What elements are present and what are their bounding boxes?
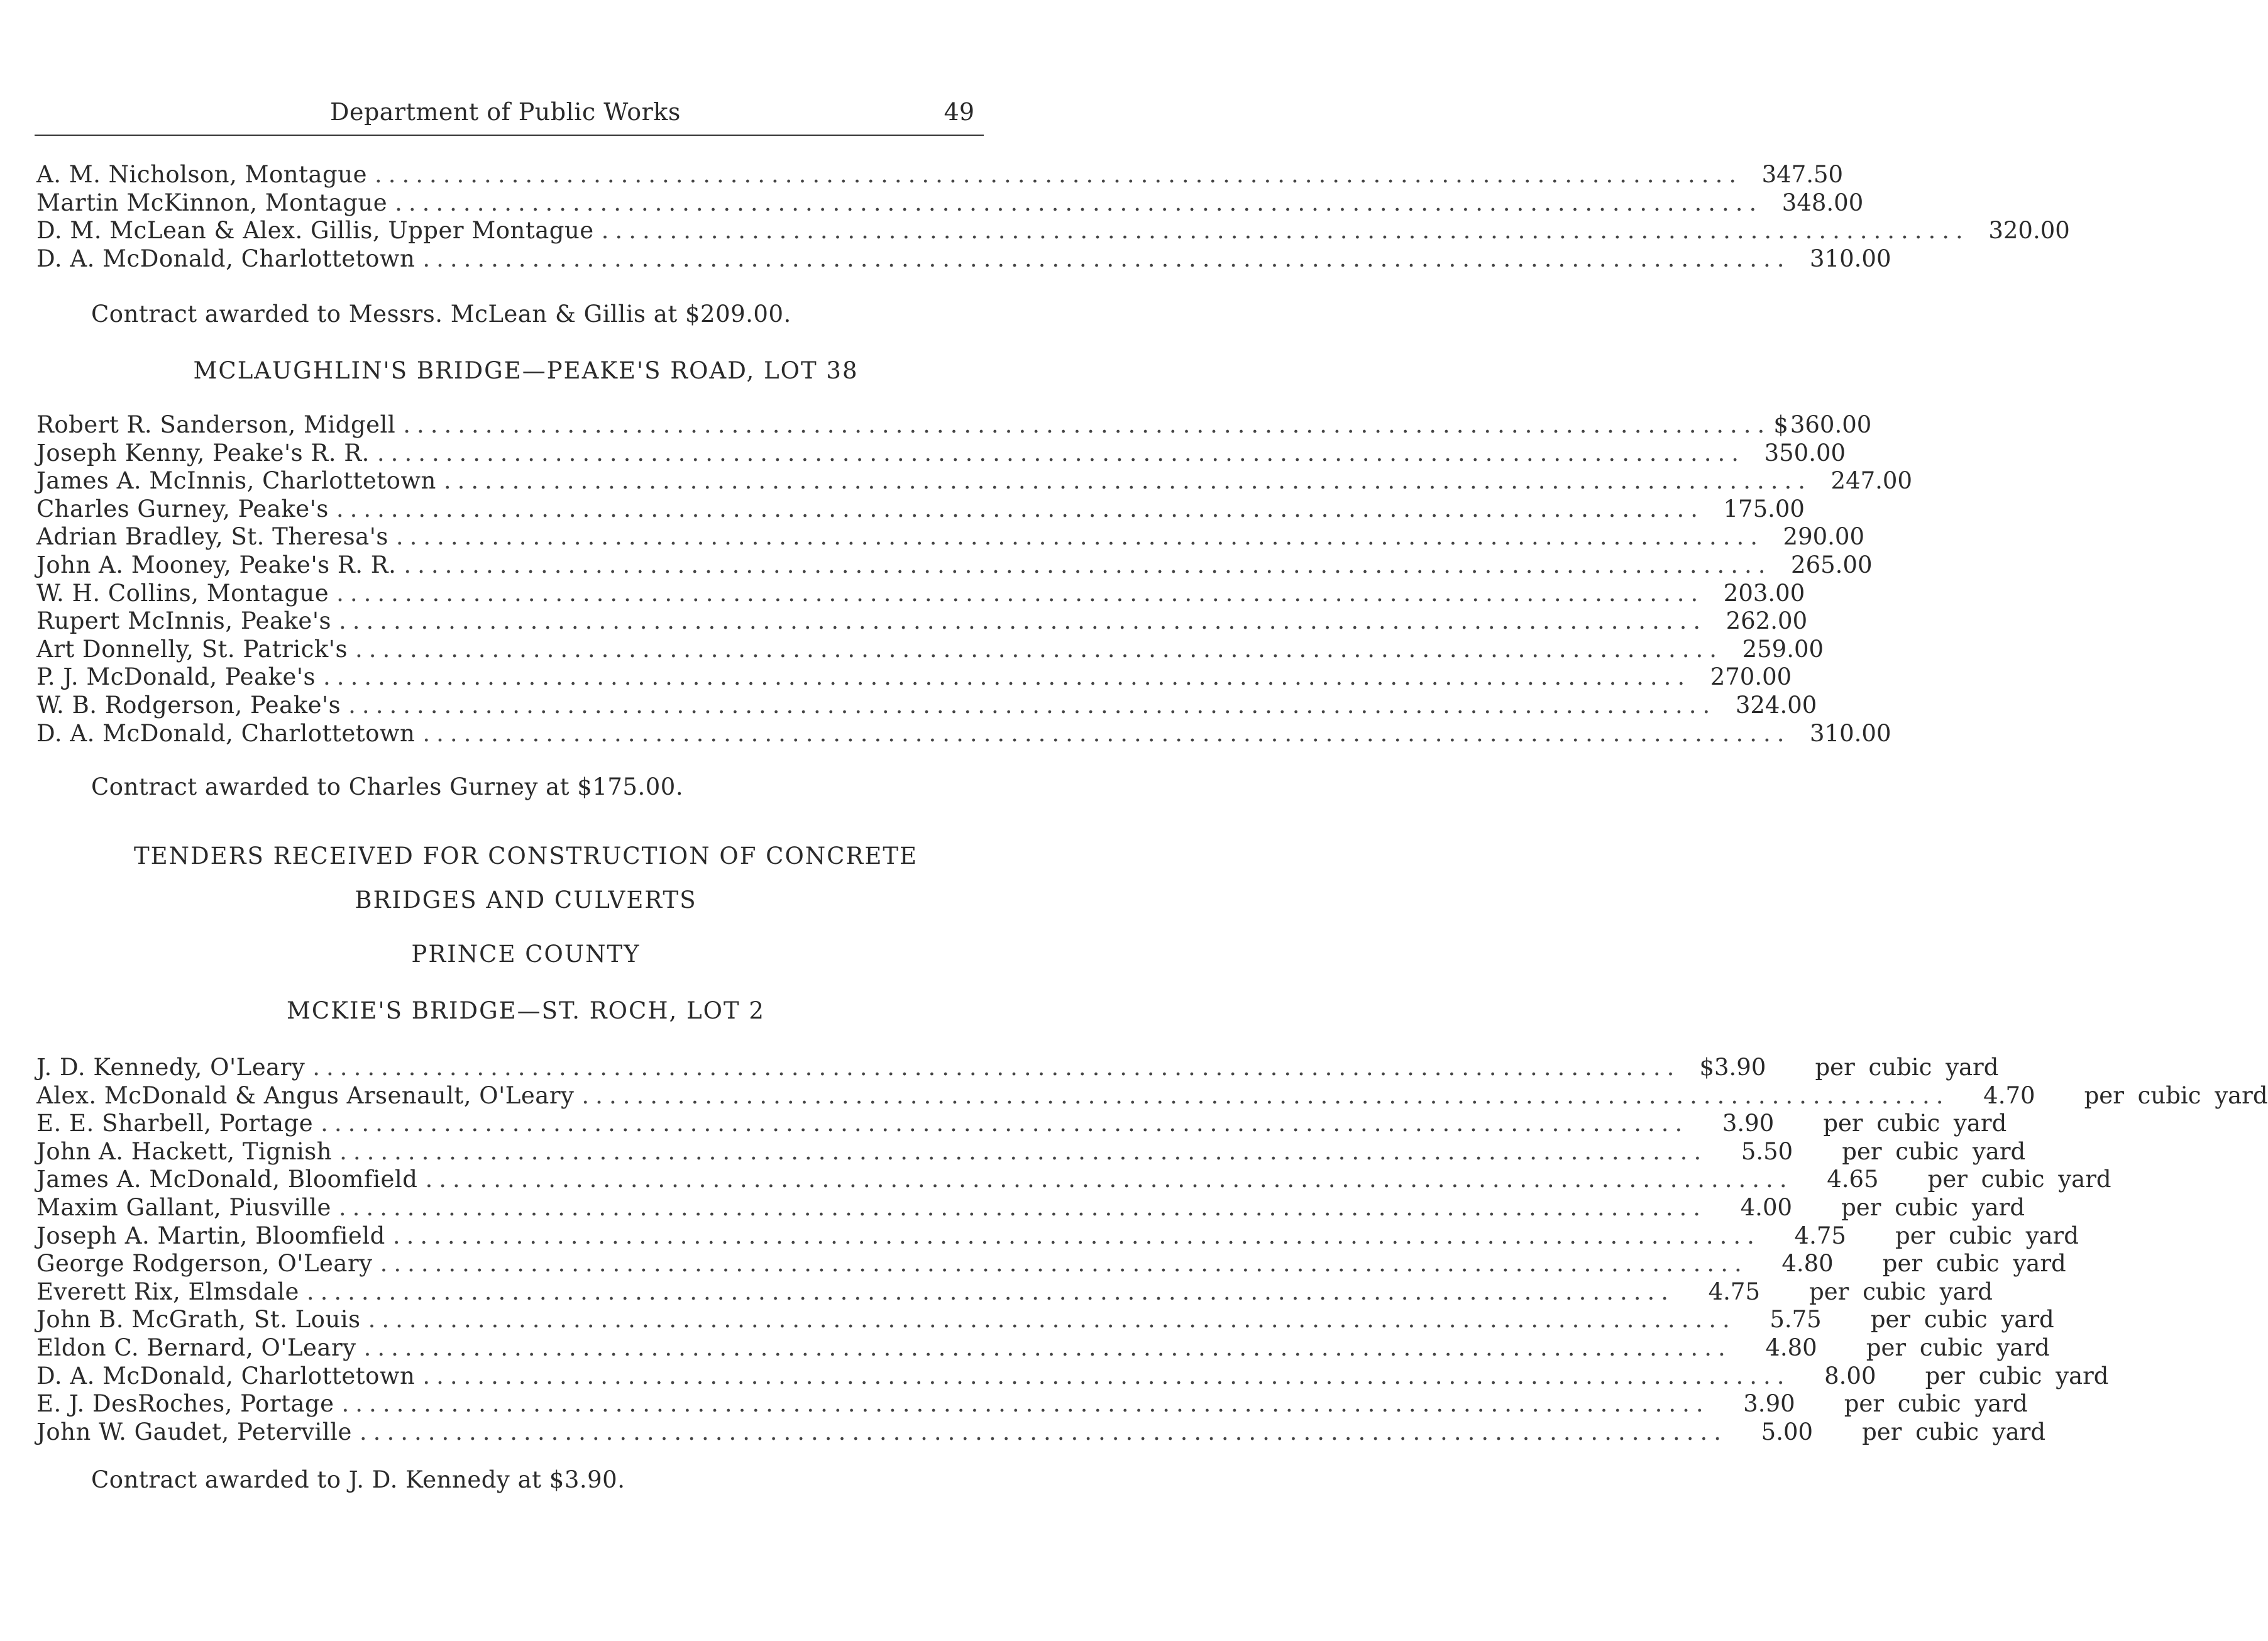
bid-unit: per cubic yard	[1815, 1054, 1999, 1081]
dot-leader: ....................................................................................................	[374, 161, 1743, 188]
tender-row	[36, 607, 1808, 636]
county-heading: PRINCE COUNTY	[411, 941, 641, 968]
page-header	[35, 94, 984, 136]
tender-list-continued	[36, 161, 2070, 273]
bid-amount: 4.75	[1794, 1222, 1846, 1249]
tender-row	[36, 1054, 1999, 1082]
tender-row	[36, 1137, 2026, 1166]
dot-leader: ....................................................................................................	[422, 1362, 1791, 1390]
bidder-name: Alex. McDonald & Angus Arsenault, O'Leary	[36, 1081, 575, 1109]
dot-leader: ....................................................................................................	[363, 1334, 1732, 1361]
bid-unit: per cubic yard	[1841, 1193, 2025, 1221]
dot-leader: ....................................................................................................	[403, 411, 1771, 438]
bidder-name: George Rodgerson, O'Leary	[36, 1250, 373, 1278]
bid-unit: per cubic yard	[1842, 1137, 2026, 1165]
bid-unit: per cubic yard	[1823, 1110, 2007, 1137]
bid-amount: 347.50	[1761, 161, 1844, 188]
tender-row	[36, 411, 1872, 439]
bidder-name: Joseph A. Martin, Bloomfield	[36, 1222, 385, 1249]
bid-amount: 203.00	[1723, 579, 1805, 607]
tender-row	[36, 1418, 2046, 1447]
dot-leader: ....................................................................................................	[348, 691, 1717, 719]
tender-row	[36, 1334, 2050, 1362]
tender-row	[36, 523, 1864, 551]
dot-leader: ....................................................................................................	[380, 1250, 1748, 1278]
dot-leader: ....................................................................................................	[368, 1306, 1736, 1334]
sub-heading: MCKIE'S BRIDGE—ST. ROCH, LOT 2	[287, 997, 765, 1024]
dot-leader: ....................................................................................................	[422, 245, 1791, 272]
bid-unit: per cubic yard	[1870, 1306, 2054, 1334]
bidder-name: E. E. Sharbell, Portage	[36, 1110, 314, 1137]
bid-amount: 259.00	[1742, 635, 1824, 663]
tender-row	[36, 579, 1805, 608]
bidder-name: James A. McDonald, Bloomfield	[36, 1166, 418, 1193]
bidder-name: John A. Mooney, Peake's R. R.	[36, 551, 397, 578]
bidder-name: Rupert McInnis, Peake's	[36, 607, 331, 635]
bid-amount: 3.90	[1743, 1390, 1795, 1418]
bidder-name: Martin McKinnon, Montague	[36, 189, 388, 216]
dot-leader: ....................................................................................................	[581, 1081, 1950, 1109]
tender-row	[36, 635, 1824, 664]
bid-amount: 5.75	[1770, 1306, 1822, 1334]
bid-amount: 5.50	[1741, 1137, 1793, 1165]
contract-award-note: Contract awarded to Charles Gurney at $175.00.	[91, 773, 684, 800]
bid-amount: 290.00	[1783, 523, 1864, 551]
bid-amount: 262.00	[1726, 607, 1808, 635]
dot-leader: ....................................................................................................	[601, 217, 1969, 245]
bid-amount: 4.65	[1827, 1166, 1879, 1193]
bid-amount: 360.00	[1790, 411, 1872, 438]
bid-unit: per cubic yard	[1895, 1222, 2079, 1249]
contract-award-note: Contract awarded to Messrs. McLean & Gillis at $209.00.	[91, 301, 791, 328]
tender-row	[36, 663, 1792, 692]
dot-leader: ....................................................................................................	[359, 1418, 1728, 1445]
bid-unit: per cubic yard	[2084, 1081, 2268, 1109]
bid-amount: 175.00	[1723, 495, 1805, 522]
bidder-name: Robert R. Sanderson, Midgell	[36, 411, 396, 438]
bid-amount: $3.90	[1699, 1054, 1766, 1081]
bidder-name: P. J. McDonald, Peake's	[36, 663, 316, 691]
dot-leader: ....................................................................................................	[355, 635, 1724, 663]
bid-amount: 310.00	[1810, 719, 1891, 747]
bid-unit: per cubic yard	[1866, 1334, 2050, 1361]
tender-row	[36, 1110, 2007, 1138]
bidder-name: Charles Gurney, Peake's	[36, 495, 329, 522]
bid-amount: 350.00	[1764, 439, 1846, 467]
bid-amount: 4.80	[1765, 1334, 1817, 1361]
bidder-name: W. B. Rodgerson, Peake's	[36, 691, 341, 719]
tender-row	[36, 189, 1864, 218]
bid-amount: 324.00	[1735, 691, 1817, 719]
dot-leader: ....................................................................................................	[312, 1054, 1681, 1081]
tender-row	[36, 1081, 2268, 1110]
dot-leader: ....................................................................................................	[425, 1166, 1793, 1193]
tender-row	[36, 1250, 2066, 1278]
bid-unit: per cubic yard	[1844, 1390, 2028, 1418]
bid-unit: per cubic yard	[1809, 1278, 1993, 1305]
tender-row	[36, 1390, 2028, 1418]
bidder-name: J. D. Kennedy, O'Leary	[36, 1054, 306, 1081]
tender-row	[36, 1193, 2025, 1222]
dot-leader: ....................................................................................................	[306, 1278, 1675, 1305]
bid-amount: 348.00	[1781, 189, 1864, 216]
bid-amount: 5.00	[1761, 1418, 1814, 1445]
dot-leader: ....................................................................................................	[336, 495, 1704, 522]
tender-row	[36, 1306, 2054, 1334]
bid-amount: 265.00	[1791, 551, 1873, 578]
dot-leader: ....................................................................................................	[422, 719, 1791, 747]
tender-row	[36, 1166, 2111, 1194]
bid-amount: 270.00	[1710, 663, 1792, 691]
bid-amount: 4.70	[1983, 1081, 2035, 1109]
bid-amount: 320.00	[1988, 217, 2070, 245]
bidder-name: Maxim Gallant, Piusville	[36, 1193, 331, 1221]
tender-row	[36, 1362, 2109, 1391]
bid-amount: 4.80	[1781, 1250, 1834, 1278]
tender-row	[36, 245, 1891, 274]
dot-leader: ....................................................................................................	[443, 467, 1812, 495]
dot-leader: ....................................................................................................	[341, 1390, 1710, 1418]
dot-leader: ....................................................................................................	[339, 1137, 1708, 1165]
bidder-name: John B. McGrath, St. Louis	[36, 1306, 361, 1334]
bid-amount: 3.90	[1722, 1110, 1775, 1137]
tender-row	[36, 439, 1846, 468]
page-header-title: Department of Public Works	[330, 98, 681, 126]
tender-row	[36, 719, 1891, 748]
dot-leader: ....................................................................................................	[338, 607, 1707, 635]
bidder-name: A. M. Nicholson, Montague	[36, 161, 367, 188]
bid-amount: 8.00	[1824, 1362, 1876, 1390]
dollar-sign: $	[1773, 411, 1788, 438]
bidder-name: E. J. DesRoches, Portage	[36, 1390, 334, 1418]
bidder-name: John W. Gaudet, Peterville	[36, 1418, 352, 1445]
bidder-name: Joseph Kenny, Peake's R. R.	[36, 439, 370, 467]
section-heading: MCLAUGHLIN'S BRIDGE—PEAKE'S ROAD, LOT 38	[193, 357, 859, 384]
tender-list	[36, 411, 1912, 748]
bidder-name: D. M. McLean & Alex. Gillis, Upper Montague	[36, 217, 594, 245]
contract-award-note: Contract awarded to J. D. Kennedy at $3.90.	[91, 1466, 625, 1493]
tender-row	[36, 495, 1805, 524]
tender-row	[36, 467, 1912, 495]
page-number: 49	[944, 98, 974, 126]
bid-amount: 247.00	[1830, 467, 1912, 495]
bidder-name: D. A. McDonald, Charlottetown	[36, 719, 416, 747]
dot-leader: ....................................................................................................	[321, 1110, 1689, 1137]
tender-row	[36, 691, 1817, 720]
bidder-name: D. A. McDonald, Charlottetown	[36, 245, 416, 272]
bid-unit: per cubic yard	[1925, 1362, 2109, 1390]
bidder-name: Art Donnelly, St. Patrick's	[36, 635, 348, 663]
dot-leader: ....................................................................................................	[404, 551, 1772, 578]
bidder-name: D. A. McDonald, Charlottetown	[36, 1362, 416, 1390]
bid-amount: 310.00	[1810, 245, 1891, 272]
tender-row	[36, 1222, 2079, 1251]
section-heading-continued: BRIDGES AND CULVERTS	[355, 887, 697, 914]
dot-leader: ....................................................................................................	[392, 1222, 1761, 1249]
bid-unit: per cubic yard	[1882, 1250, 2066, 1278]
bidder-name: James A. McInnis, Charlottetown	[36, 467, 436, 495]
dot-leader: ....................................................................................................	[395, 189, 1763, 216]
dot-leader: ....................................................................................................	[377, 439, 1746, 467]
bidder-name: John A. Hackett, Tignish	[36, 1137, 333, 1165]
dot-leader: ....................................................................................................	[395, 523, 1764, 551]
dot-leader: ....................................................................................................	[338, 1193, 1707, 1221]
dot-leader: ....................................................................................................	[336, 579, 1705, 607]
bidder-name: Eldon C. Bernard, O'Leary	[36, 1334, 356, 1361]
bidder-name: Everett Rix, Elmsdale	[36, 1278, 299, 1305]
bidder-name: W. H. Collins, Montague	[36, 579, 329, 607]
bid-amount: 4.75	[1708, 1278, 1760, 1305]
tender-row	[36, 551, 1873, 580]
bid-unit: per cubic yard	[1927, 1166, 2111, 1193]
section-heading: TENDERS RECEIVED FOR CONSTRUCTION OF CONCRETE	[133, 843, 918, 870]
tender-row	[36, 217, 2070, 245]
dot-leader: ....................................................................................................	[323, 663, 1692, 691]
bidder-name: Adrian Bradley, St. Theresa's	[36, 523, 388, 551]
tender-row	[36, 161, 1844, 189]
bid-amount: 4.00	[1740, 1193, 1793, 1221]
tender-list	[36, 1054, 2268, 1446]
tender-row	[36, 1278, 1993, 1307]
bid-unit: per cubic yard	[1862, 1418, 2046, 1445]
